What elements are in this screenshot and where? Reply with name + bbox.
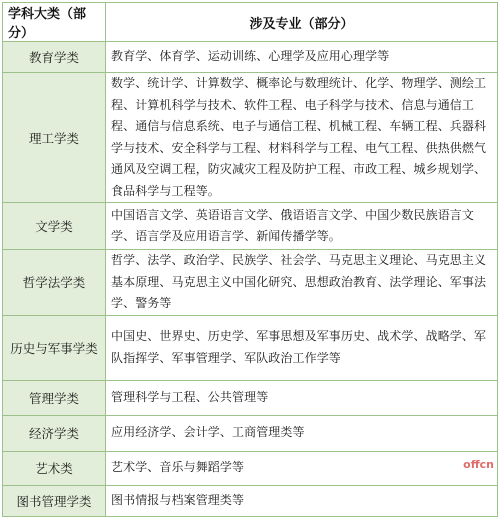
table-row [3,315,498,380]
header-majors: 涉及专业（部分） [106,3,498,42]
table-row [3,73,498,203]
category-cell: 管理学类 [3,380,106,415]
majors-cell: 管理科学与工程、公共管理等 [106,380,498,415]
majors-cell: 哲学、法学、政治学、民族学、社会学、马克思主义理论、马克思主义基本原理、马克思主义中国化研究、思想政治教育、法学理论、军事法学、警务等 [106,250,498,316]
majors-cell: 中国史、世界史、历史学、军事思想及军事历史、战术学、战略学、军队指挥学、军事管理学、军队政治工作学等 [106,315,498,380]
table-row [3,203,498,250]
category-cell: 理工学类 [3,73,106,203]
category-cell: 教育学类 [3,42,106,73]
category-cell: 图书管理学类 [3,485,106,516]
table-row [3,451,498,485]
table-header-row [3,3,498,42]
category-cell: 历史与军事学类 [3,315,106,380]
category-cell: 文学类 [3,203,106,250]
table-row [3,485,498,516]
watermark-logo: offcn [463,458,494,471]
majors-cell: 艺术学、音乐与舞蹈学等 [106,451,498,485]
table-row [3,42,498,73]
table-row [3,415,498,451]
discipline-table [2,2,498,517]
table-row [3,380,498,415]
majors-cell: 教育学、体育学、运动训练、心理学及应用心理学等 [106,42,498,73]
majors-cell: 中国语言文学、英语语言文学、俄语语言文学、中国少数民族语言文学、语言学及应用语言学、新闻传播学等。 [106,203,498,250]
majors-cell: 数学、统计学、计算数学、概率论与数理统计、化学、物理学、测绘工程、计算机科学与技术、软件工程、电子科学与技术、信息与通信工程、通信与信息系统、电子与通信工程、机械工程、车辆工程、兵器科学与技术、安全科学与工程、材料科学与工程、电气工程、供热供燃气通风及空调工程，防灾减灾工程及防护工程、市政工程、城乡规划学、食品科学与工程等。 [106,73,498,203]
category-cell: 艺术类 [3,451,106,485]
majors-cell: 图书情报与档案管理类等 [106,485,498,516]
category-cell: 哲学法学类 [3,250,106,316]
table-row [3,250,498,316]
majors-cell: 应用经济学、会计学、工商管理类等 [106,415,498,451]
category-cell: 经济学类 [3,415,106,451]
header-category: 学科大类（部分） [3,3,106,42]
